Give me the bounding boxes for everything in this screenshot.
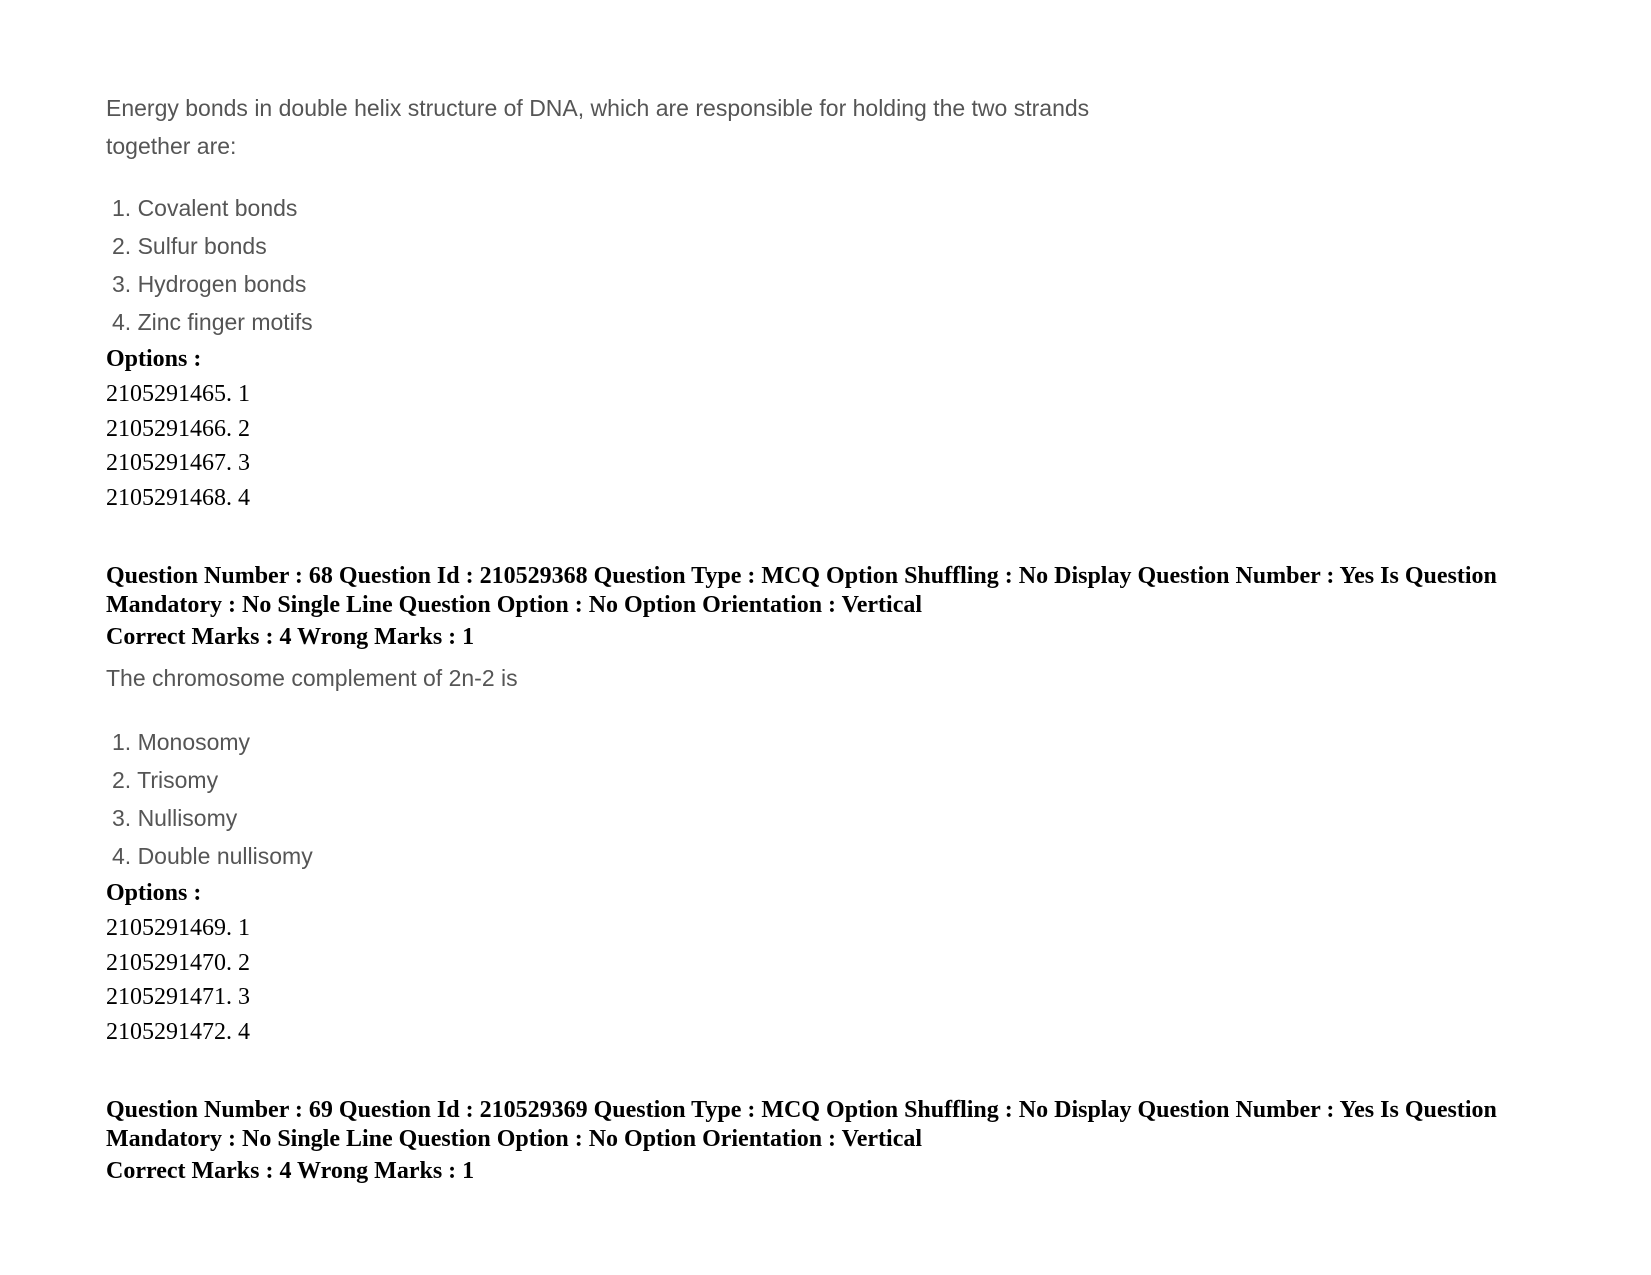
q68-options-list [106, 911, 250, 1049]
q67-choice-4: 4. Zinc finger motifs [112, 309, 313, 335]
q69-metadata: Question Number : 69 Question Id : 210529369 Question Type : MCQ Option Shuffling : No Display Question Number : Yes Is Question Mandatory : No Single Line Question Option : No Option Orientation : Vertical [106, 1097, 1497, 1152]
q67-choice-2: 2. Sulfur bonds [112, 233, 267, 259]
q68-choice-3: 3. Nullisomy [112, 805, 238, 831]
q68-question-text: The chromosome complement of 2n-2 is [106, 665, 518, 691]
q68-metadata: Question Number : 68 Question Id : 210529368 Question Type : MCQ Option Shuffling : No Display Question Number : Yes Is Question Mandatory : No Single Line Question Option : No Option Orientation : Vertical [106, 563, 1497, 618]
q67-choice-list [106, 189, 313, 341]
q68-choice-list [106, 723, 313, 875]
q67-question-text: Energy bonds in double helix structure of DNA, which are responsible for holding the two strands together are: [106, 95, 1090, 159]
q67-option-4: 2105291468. 4 [106, 484, 250, 511]
q68-options-label: Options : [106, 880, 202, 906]
q67-option-2: 2105291466. 2 [106, 415, 250, 442]
q67-choice-1: 1. Covalent bonds [112, 195, 298, 221]
q67-option-1: 2105291465. 1 [106, 381, 250, 407]
q68-option-2: 2105291470. 2 [106, 949, 250, 976]
q68-option-4: 2105291472. 4 [106, 1018, 250, 1045]
q68-choice-4: 4. Double nullisomy [112, 843, 313, 869]
q68-choice-2: 2. Trisomy [112, 767, 219, 793]
q68-choice-1: 1. Monosomy [112, 729, 251, 755]
q67-choice-3: 3. Hydrogen bonds [112, 271, 307, 297]
q68-marks: Correct Marks : 4 Wrong Marks : 1 [106, 624, 475, 650]
q69-marks: Correct Marks : 4 Wrong Marks : 1 [106, 1158, 475, 1184]
q67-options-list [106, 377, 250, 515]
q68-option-3: 2105291471. 3 [106, 984, 250, 1010]
q68-option-1: 2105291469. 1 [106, 915, 250, 941]
q67-option-3: 2105291467. 3 [106, 450, 250, 476]
q67-options-label: Options : [106, 346, 202, 372]
